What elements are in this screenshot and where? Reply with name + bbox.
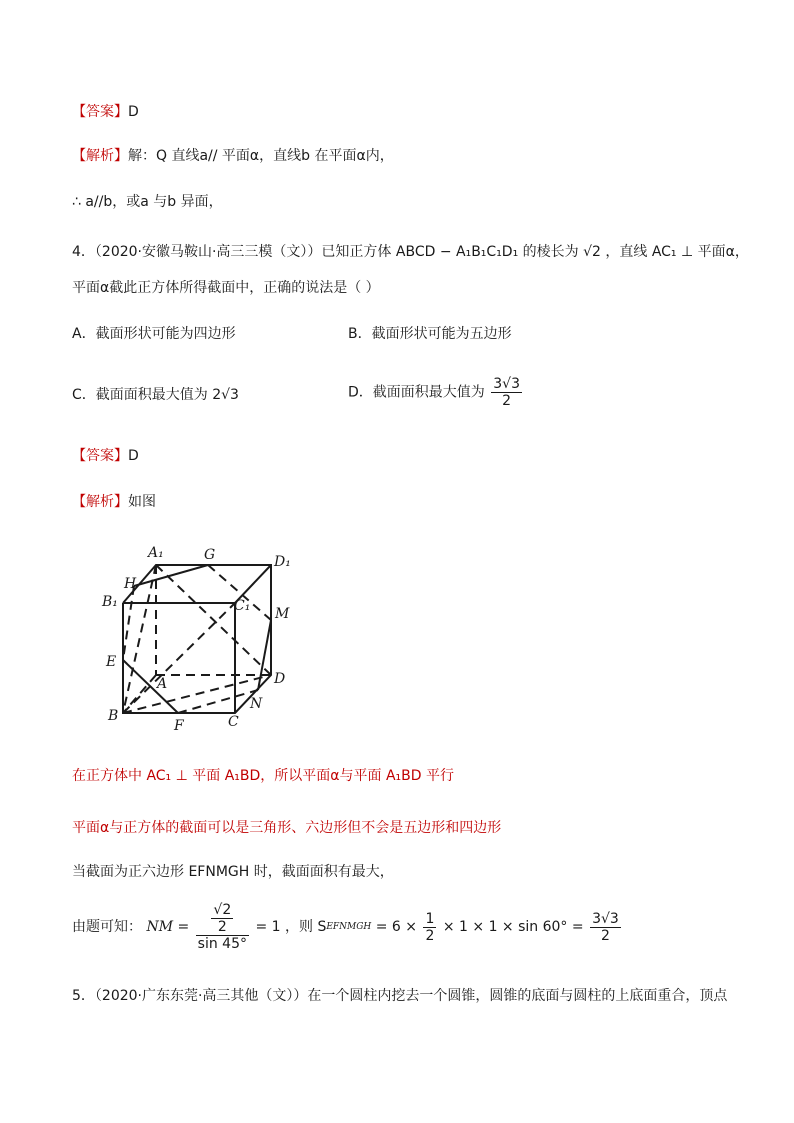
formula-inner-den: 2 xyxy=(217,919,227,935)
q4-option-b: B．截面形状可能为五边形 xyxy=(348,326,512,342)
label-f: F xyxy=(174,718,184,734)
option-d-fraction xyxy=(491,376,522,409)
q3-analysis-line2: ∴ a//b，或a 与b 异面， xyxy=(72,194,223,210)
q3-answer-line xyxy=(72,102,139,122)
label-h: H xyxy=(124,576,137,592)
formula-rest: × 1 × 1 × sin 60° = xyxy=(442,919,584,935)
label-m: M xyxy=(275,606,290,622)
formula-sub: EFNMGH xyxy=(326,922,372,932)
analysis-text: 解：Q 直线a// 平面α，直线b 在平面α内， xyxy=(128,148,394,164)
formula-res-den: 2 xyxy=(600,927,610,944)
q5-stem-line1: 5．（2020·广东东莞·高三其他（文））在一个圆柱内挖去一个圆锥，圆锥的底面与圆柱的上底面重合，顶点 xyxy=(72,988,728,1004)
label-d: D xyxy=(274,671,286,687)
section-h-g xyxy=(134,565,208,586)
formula-big-fraction xyxy=(196,902,249,952)
q4-stem-line1: 4．（2020·安徽马鞍山·高三三模（文））已知正方体 ABCD − A₁B₁C₁D₁ 的棱长为 √2 ，直线 AC₁ ⊥ 平面α， xyxy=(72,244,749,260)
label-e: E xyxy=(106,654,117,670)
formula-eq2: = 6 × xyxy=(375,919,418,935)
formula-eq1: = 1 ，则 S xyxy=(255,919,327,935)
formula-half-den: 2 xyxy=(425,927,435,944)
answer-tag: 【答案】 xyxy=(72,448,128,464)
formula-nm: NM = xyxy=(146,919,190,935)
q4-formula-line xyxy=(72,902,623,952)
analysis-tag: 【解析】 xyxy=(72,148,128,164)
q4-red-line2: 平面α与正方体的截面可以是三角形、六边形但不会是五边形和四边形 xyxy=(72,820,502,836)
analysis-tag: 【解析】 xyxy=(72,494,128,510)
formula-inner-num: √2 xyxy=(213,902,232,918)
analysis-intro: 如图 xyxy=(128,494,156,510)
answer-tag: 【答案】 xyxy=(72,104,128,120)
label-c: C xyxy=(228,714,239,730)
label-c1: C₁ xyxy=(234,598,251,614)
q4-stem-line2: 平面α截此正方体所得截面中，正确的说法是（ ） xyxy=(72,280,380,296)
option-d-den: 2 xyxy=(502,393,512,409)
answer-value: D xyxy=(128,448,139,464)
formula-outer-den: sin 45° xyxy=(197,936,247,952)
option-d-prefix: D．截面面积最大值为 xyxy=(348,384,485,401)
q4-option-a: A．截面形状可能为四边形 xyxy=(72,326,236,342)
label-b1: B₁ xyxy=(102,594,118,610)
q4-answer-line xyxy=(72,446,139,466)
section-n-m xyxy=(258,620,271,690)
answer-value: D xyxy=(128,104,139,120)
q4-hexagon-line: 当截面为正六边形 EFNMGH 时，截面面积有最大， xyxy=(72,864,394,880)
formula-inner-fraction xyxy=(196,902,249,936)
label-g: G xyxy=(204,547,216,563)
formula-half xyxy=(423,911,436,944)
formula-res-num: 3√3 xyxy=(592,910,619,927)
formula-half-num: 1 xyxy=(425,910,435,927)
q4-option-d xyxy=(348,376,524,409)
q4-analysis-line xyxy=(72,492,156,512)
formula-result xyxy=(590,911,621,944)
label-n: N xyxy=(250,696,263,712)
label-a1: A₁ xyxy=(148,545,164,561)
q3-analysis-line1 xyxy=(72,146,394,166)
diag-ac1 xyxy=(123,603,235,713)
label-d1: D₁ xyxy=(274,554,291,570)
label-b: B xyxy=(108,708,119,724)
q4-red-line1: 在正方体中 AC₁ ⊥ 平面 A₁BD，所以平面α与平面 A₁BD 平行 xyxy=(72,768,454,784)
q4-option-c: C．截面面积最大值为 2√3 xyxy=(72,387,239,403)
option-d-num: 3√3 xyxy=(493,376,520,392)
cube-section-figure xyxy=(100,540,310,740)
label-a: A xyxy=(157,676,168,692)
diag-a1-d xyxy=(156,565,271,675)
formula-prefix: 由题可知： xyxy=(72,919,142,935)
